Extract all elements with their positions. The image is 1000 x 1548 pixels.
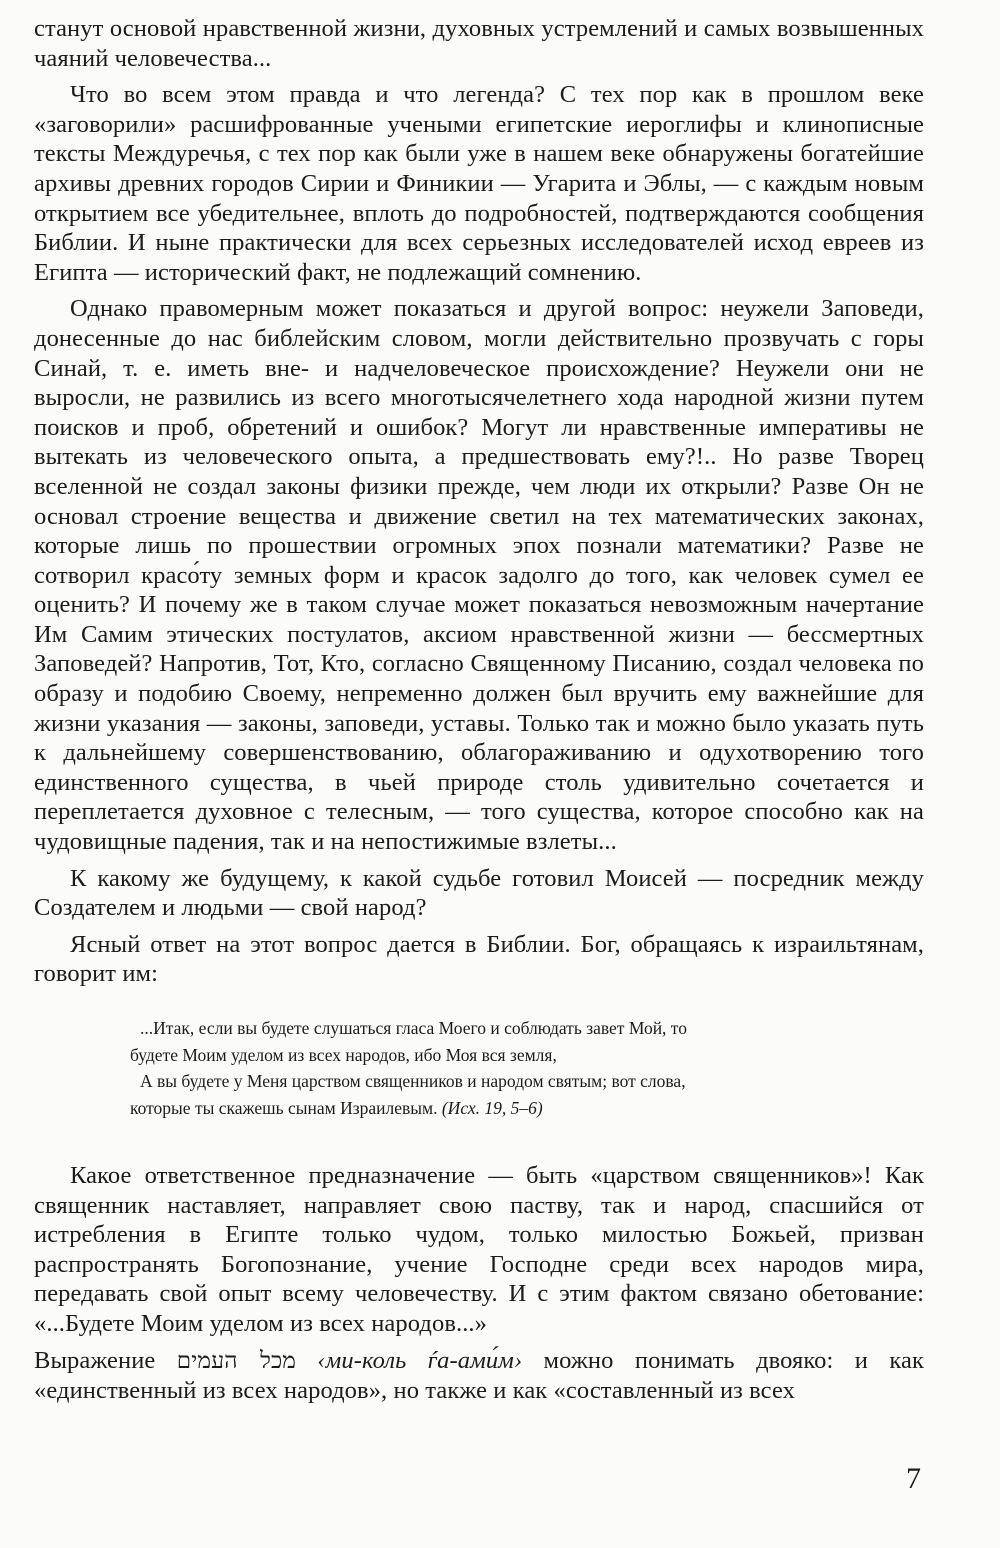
- page-number: 7: [906, 1462, 921, 1495]
- paragraph-6: Какое ответственное предназначение — быть «царством священников»! Как священник наставляет, направляет свою паству, так и народ, спасшийся от истребления в Египте только чудом, только милостью Божьей, призван распространять Богопознание, учение Господне среди всех народов мира, передавать свой опыт всему человечеству. И с этим фактом связано обетование: «...Будете Моим уделом из всех народов...»: [34, 1162, 924, 1337]
- quote-line-1: ...Итак, если вы будете слушаться гласа Моего и соблюдать завет Мой, то: [140, 1018, 687, 1038]
- paragraph-7-end: можно понимать двояко: и как «единственный из всех народов», но также и как «составленный из всех: [34, 1346, 924, 1405]
- paragraph-3: Однако правомерным может показаться и другой вопрос: неужели Заповеди, донесенные до нас библейским словом, могли действительно прозвучать с горы Синай, т. е. иметь вне- и надчеловеческое происхождение? Неужели они не выросли, не развились из всего многотысячелетнего хода народной жизни путем поисков и проб, обретений и ошибок? Могут ли нравственные императивы не вытекать из человеческого опыта, а предшествовать ему?!.. Но разве Творец вселенной не создал законы физики прежде, чем люди их открыли? Разве Он не основал строение вещества и движение светил на тех математических законах, которые лишь по прошествии огромных эпох познали математики? Разве не сотворил красо́ту земных форм и красок задолго до того, как человек сумел ее оценить? И почему же в таком случае может показаться невозможным начертание Им Самим этических постулатов, аксиом нравственной жизни — бессмертных Заповедей? Напротив, Тот, Кто, согласно Священному Писанию, создал человека по образу и подобию Своему, непременно должен был вручить ему важнейшие для жизни указания — законы, заповеди, уставы. Только так и можно было указать путь к дальнейшему совершенствованию, облагораживанию и одухотворению того единственного существа, в чьей природе столь удивительно сочетается и переплетается духовное с телесным, — того существа, которое способно как на чудовищные падения, так и на непостижимые взлеты...: [34, 295, 924, 856]
- quote-reference: (Исх. 19, 5–6): [441, 1097, 543, 1118]
- paragraph-1: станут основой нравственной жизни, духовных устремлений и самых возвышенных чаяний человечества...: [34, 15, 924, 72]
- quote-line-4: [130, 1095, 890, 1122]
- paragraph-2: Что во всем этом правда и что легенда? С тех пор как в прошлом веке «заговорили» расшифрованные учеными египетские иероглифы и клинописные тексты Междуречья, с тех пор как были уже в нашем веке обнаружены богатейшие архивы древних городов Сирии и Финикии — Угарита и Эблы, — с каждым новым открытием все убедительнее, вплоть до подробностей, подтверждаются сообщения Библии. И ныне практически для всех серьезных исследователей исход евреев из Египта — исторический факт, не подлежащий сомнению.: [34, 81, 924, 286]
- paragraph-7: [34, 1346, 924, 1406]
- quote-line-4-text: которые ты скажешь сынам Израилевым.: [130, 1097, 438, 1118]
- paragraph-5: Ясный ответ на этот вопрос дается в Библии. Бог, обращаясь к израильтянам, говорит им:: [34, 930, 924, 988]
- quote-line-2: будете Моим уделом из всех народов, ибо Моя вся земля,: [130, 1044, 557, 1065]
- quote-line-3: А вы будете у Меня царством священников и народом святым; вот слова,: [140, 1071, 686, 1091]
- scripture-quote: [130, 1015, 890, 1121]
- hebrew-phrase: מכל העמים: [176, 1347, 297, 1374]
- paragraph-4: К какому же будущему, к какой судьбе готовил Моисей — посредник между Создателем и людьми — свой народ?: [34, 864, 924, 922]
- transliteration: ‹ми-коль ѓа-ами́м›: [317, 1346, 523, 1374]
- page-body: [34, 14, 924, 1413]
- paragraph-7-start: Выражение: [34, 1346, 177, 1374]
